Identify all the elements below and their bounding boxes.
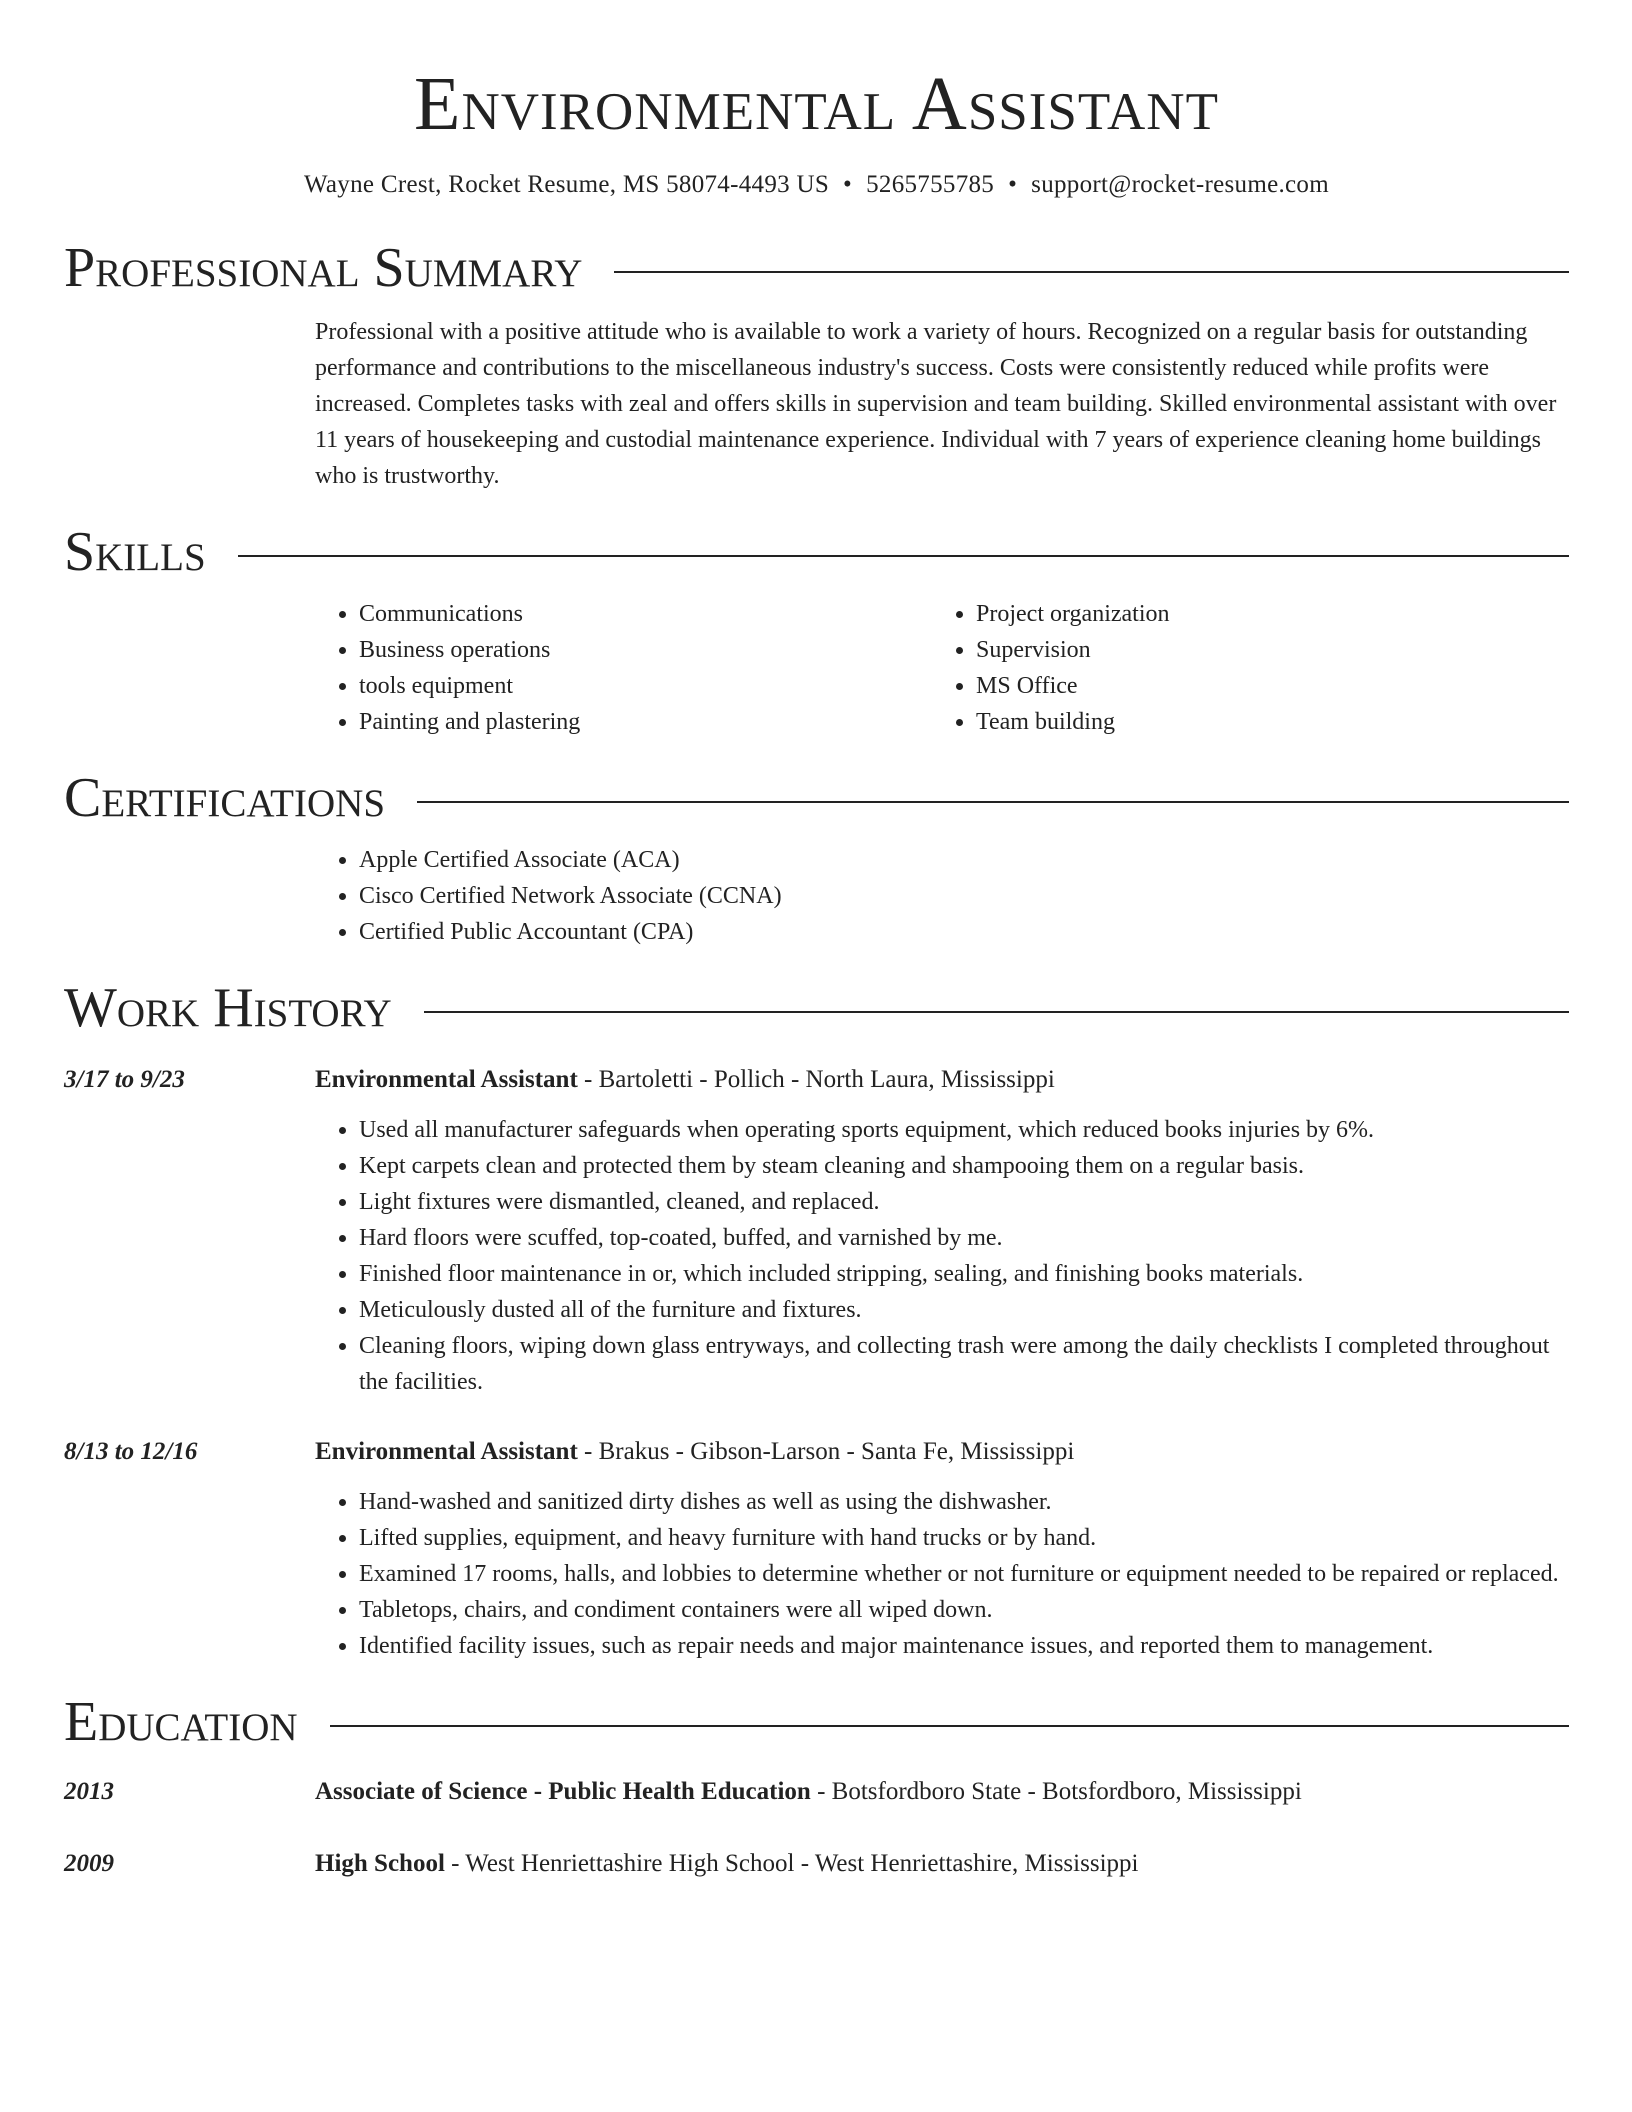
- education-heading: [315, 1846, 1138, 1882]
- section-divider: [417, 801, 1569, 803]
- job-employer: - Brakus - Gibson-Larson - Santa Fe, Mississippi: [577, 1438, 1075, 1465]
- contact-address: Wayne Crest, Rocket Resume, MS 58074-4493 US: [304, 171, 830, 198]
- job-title: Environmental Assistant: [315, 1066, 578, 1093]
- contact-email[interactable]: support@rocket-resume.com: [1031, 171, 1329, 198]
- education-school: - West Henriettashire High School - West Henriettashire, Mississippi: [444, 1850, 1139, 1877]
- contact-separator: •: [843, 171, 853, 198]
- job-bullet: • Examined 17 rooms, halls, and lobbies to determine whether or not furniture or equipment needed to be repaired or replaced.: [359, 1556, 1569, 1592]
- skills-column-left: [315, 596, 932, 740]
- contact-separator: •: [1008, 171, 1018, 198]
- job-bullet: • Tabletops, chairs, and condiment containers were all wiped down.: [359, 1592, 1569, 1628]
- job-bullets: [315, 1112, 1569, 1400]
- education-entry: [64, 1774, 1569, 1810]
- section-divider: [330, 1725, 1569, 1727]
- skills-section-header: [64, 520, 1569, 584]
- job-employer: - Bartoletti - Pollich - North Laura, Mississippi: [577, 1066, 1055, 1093]
- candidate-name: Environmental Assistant: [414, 62, 1219, 146]
- certification-item: • Certified Public Accountant (CPA): [359, 914, 1569, 950]
- job-bullet: • Hand-washed and sanitized dirty dishes as well as using the dishwasher.: [359, 1484, 1569, 1520]
- certifications-list: [315, 842, 1569, 950]
- skills-grid: [315, 596, 1569, 740]
- skill-item: • Team building: [976, 704, 1549, 740]
- skill-item: • MS Office: [976, 668, 1549, 704]
- job-bullet: • Kept carpets clean and protected them by steam cleaning and shampooing them on a regular basis.: [359, 1148, 1569, 1184]
- job-bullet: • Cleaning floors, wiping down glass entryways, and collecting trash were among the daily checklists I completed throughout the facilities.: [359, 1328, 1569, 1400]
- job-bullet: • Meticulously dusted all of the furniture and fixtures.: [359, 1292, 1569, 1328]
- job-entry-header: [64, 1434, 1569, 1470]
- job-bullet: • Used all manufacturer safeguards when operating sports equipment, which reduced books injuries by 6%.: [359, 1112, 1569, 1148]
- skill-item: • Business operations: [359, 632, 932, 668]
- education-degree: High School: [315, 1850, 445, 1877]
- section-divider: [614, 271, 1569, 273]
- education-degree: Associate of Science - Public Health Education: [315, 1778, 811, 1805]
- education-entry: [64, 1846, 1569, 1882]
- job-heading: [315, 1434, 1074, 1470]
- skill-item: • Communications: [359, 596, 932, 632]
- job-dates: 8/13 to 12/16: [64, 1438, 198, 1465]
- certifications-section-title: Certifications: [64, 767, 386, 829]
- skills-section-title: Skills: [64, 521, 206, 583]
- job-bullet: • Identified facility issues, such as repair needs and major maintenance issues, and reported them to management.: [359, 1628, 1569, 1664]
- contact-phone: 5265755785: [866, 171, 995, 198]
- resume-page: [64, 0, 1569, 1882]
- education-year: 2013: [64, 1778, 114, 1805]
- education-heading: [315, 1774, 1302, 1810]
- skill-item: • Project organization: [976, 596, 1549, 632]
- education-section-header: [64, 1690, 1569, 1754]
- summary-text: Professional with a positive attitude who is available to work a variety of hours. Recognized on a regular basis for outstanding performance and contributions to the miscellaneous industry's success. Costs were consistently reduced while profits were increased. Completes tasks with zeal and offers skills in supervision and team building. Skilled environmental assistant with over 11 years of housekeeping and custodial maintenance experience. Individual with 7 years of experience cleaning home buildings who is trustworthy.: [315, 319, 1557, 489]
- education-section-title: Education: [64, 1691, 298, 1753]
- job-bullet: • Finished floor maintenance in or, which included stripping, sealing, and finishing books materials.: [359, 1256, 1569, 1292]
- job-bullet: • Hard floors were scuffed, top-coated, buffed, and varnished by me.: [359, 1220, 1569, 1256]
- summary-section-title: Professional Summary: [64, 237, 583, 299]
- section-divider: [424, 1011, 1569, 1013]
- job-title: Environmental Assistant: [315, 1438, 578, 1465]
- education-year: 2009: [64, 1850, 114, 1877]
- job-dates: 3/17 to 9/23: [64, 1066, 185, 1093]
- skill-item: • tools equipment: [359, 668, 932, 704]
- certifications-section-header: [64, 766, 1569, 830]
- contact-line: [64, 168, 1569, 202]
- skills-column-right: [932, 596, 1549, 740]
- certification-item: • Apple Certified Associate (ACA): [359, 842, 1569, 878]
- summary-section-header: [64, 236, 1569, 300]
- work-section-header: [64, 976, 1569, 1040]
- job-heading: [315, 1062, 1055, 1098]
- job-bullets: [315, 1484, 1569, 1664]
- skill-item: • Supervision: [976, 632, 1549, 668]
- job-bullet: • Light fixtures were dismantled, cleaned, and replaced.: [359, 1184, 1569, 1220]
- skill-item: • Painting and plastering: [359, 704, 932, 740]
- certification-item: • Cisco Certified Network Associate (CCNA): [359, 878, 1569, 914]
- job-entry-header: [64, 1062, 1569, 1098]
- education-school: - Botsfordboro State - Botsfordboro, Mississippi: [810, 1778, 1302, 1805]
- section-divider: [238, 555, 1569, 557]
- job-bullet: • Lifted supplies, equipment, and heavy furniture with hand trucks or by hand.: [359, 1520, 1569, 1556]
- work-section-title: Work History: [64, 977, 392, 1039]
